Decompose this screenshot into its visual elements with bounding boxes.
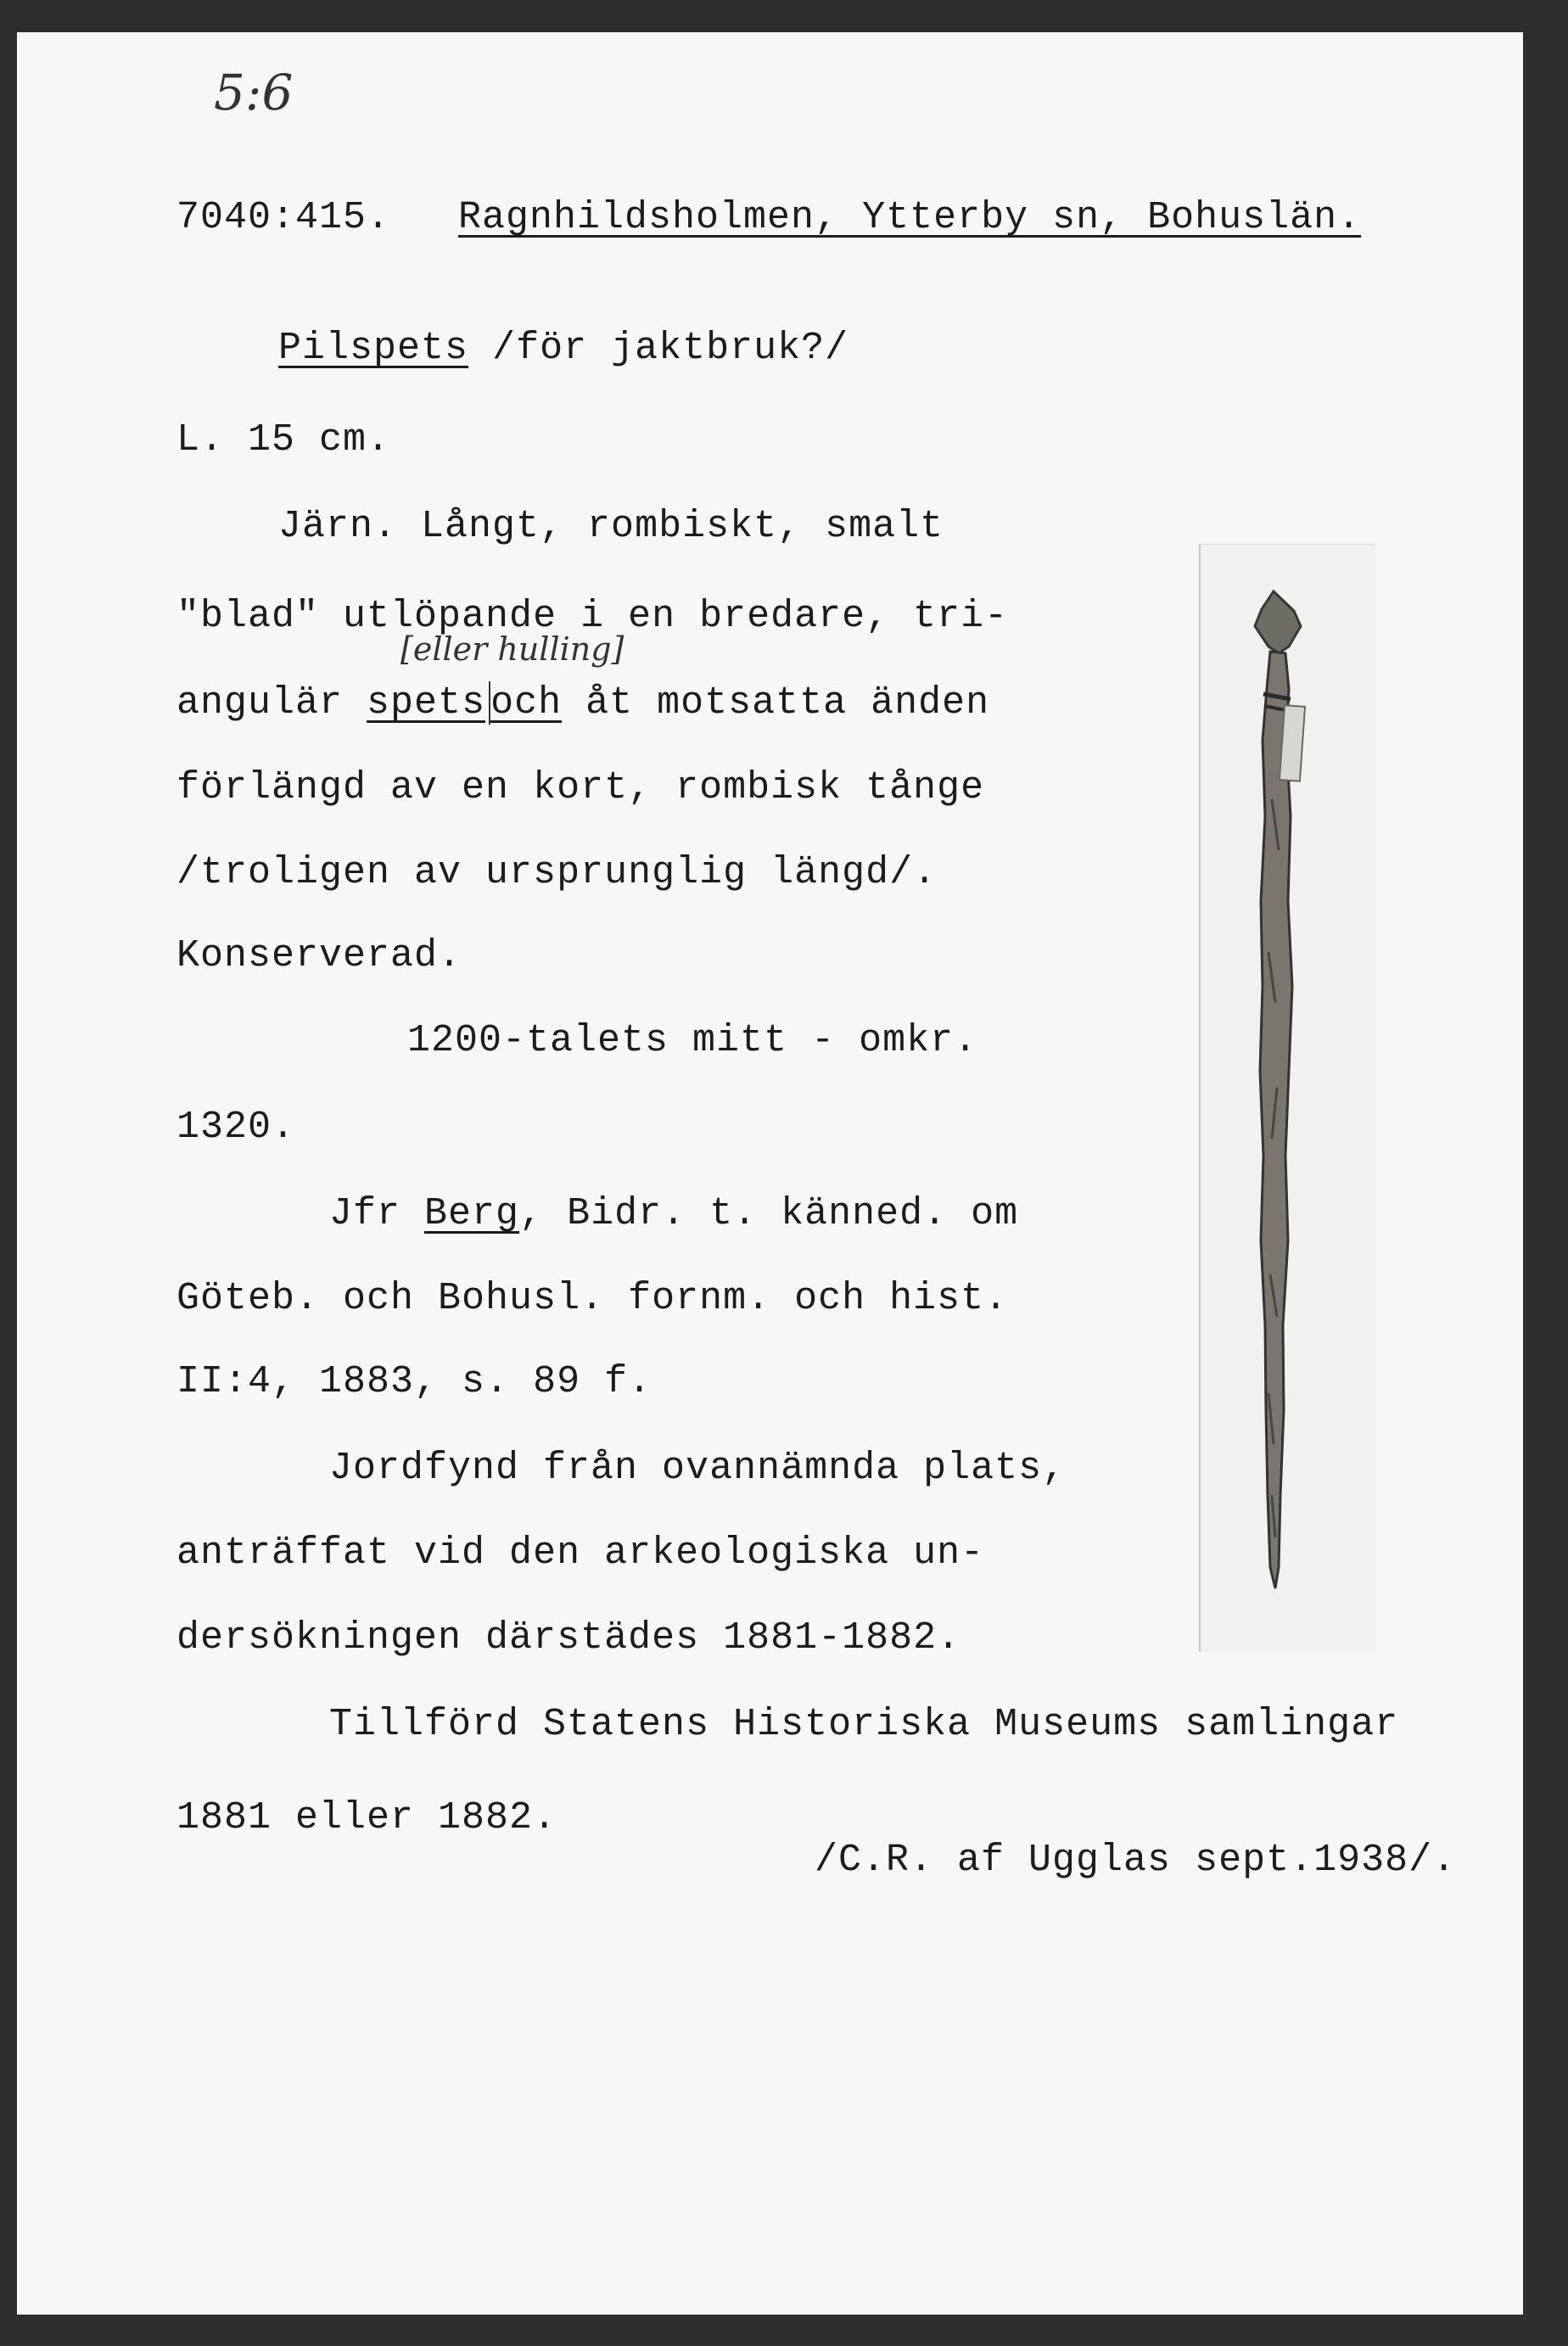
object-name: Pilspets [278,327,469,370]
och-word: och [490,681,563,725]
catalog-card [17,32,1523,2315]
description-line-2: "blad" utlöpande i en bredare, tri- [176,595,1009,638]
description-line-6: Konserverad. [176,934,462,977]
reference-line-2: Göteb. och Bohusl. fornm. och hist. [176,1277,1009,1320]
arrowhead-image [1201,545,1375,1652]
object-purpose: /för jaktbruk?/ [492,327,849,370]
object-line [278,327,849,370]
dating-line-2: 1320. [176,1106,296,1149]
arrowhead-photo [1199,544,1375,1652]
description-line-5: /troligen av ursprunglig längd/. [176,851,938,894]
find-line-1: Jordfynd från ovannämnda plats, [329,1447,1067,1490]
acquisition-line-2: 1881 eller 1882. [176,1796,557,1839]
description-line-4: förlängd av en kort, rombisk tånge [176,766,985,809]
dating-line-1: 1200-talets mitt - omkr. [407,1019,978,1062]
find-line-2: anträffat vid den arkeologiska un- [176,1531,985,1575]
catalog-number: 7040:415. [176,196,391,239]
signature: /C.R. af Ugglas sept.1938/. [815,1839,1457,1882]
find-location: Ragnhildsholmen, Ytterby sn, Bohuslän. [458,196,1362,239]
page-number: 5:6 [214,64,294,121]
spets-word: spets [367,681,486,725]
handwritten-insertion: [eller hulling] [400,630,624,668]
description-line-3: angulär spets och åt motsatta änden [176,681,990,725]
reference-line-3: II:4, 1883, s. 89 f. [176,1360,652,1403]
reference-line-1: Jfr Berg, Bidr. t. känned. om [329,1192,1019,1235]
acquisition-line-1: Tillförd Statens Historiska Museums samlingar [329,1703,1399,1746]
description-line-1: Järn. Långt, rombiskt, smalt [278,505,944,548]
reference-author: Berg [424,1192,520,1235]
find-line-3: dersökningen därstädes 1881-1882. [176,1616,961,1660]
object-length: L. 15 cm. [176,418,391,462]
